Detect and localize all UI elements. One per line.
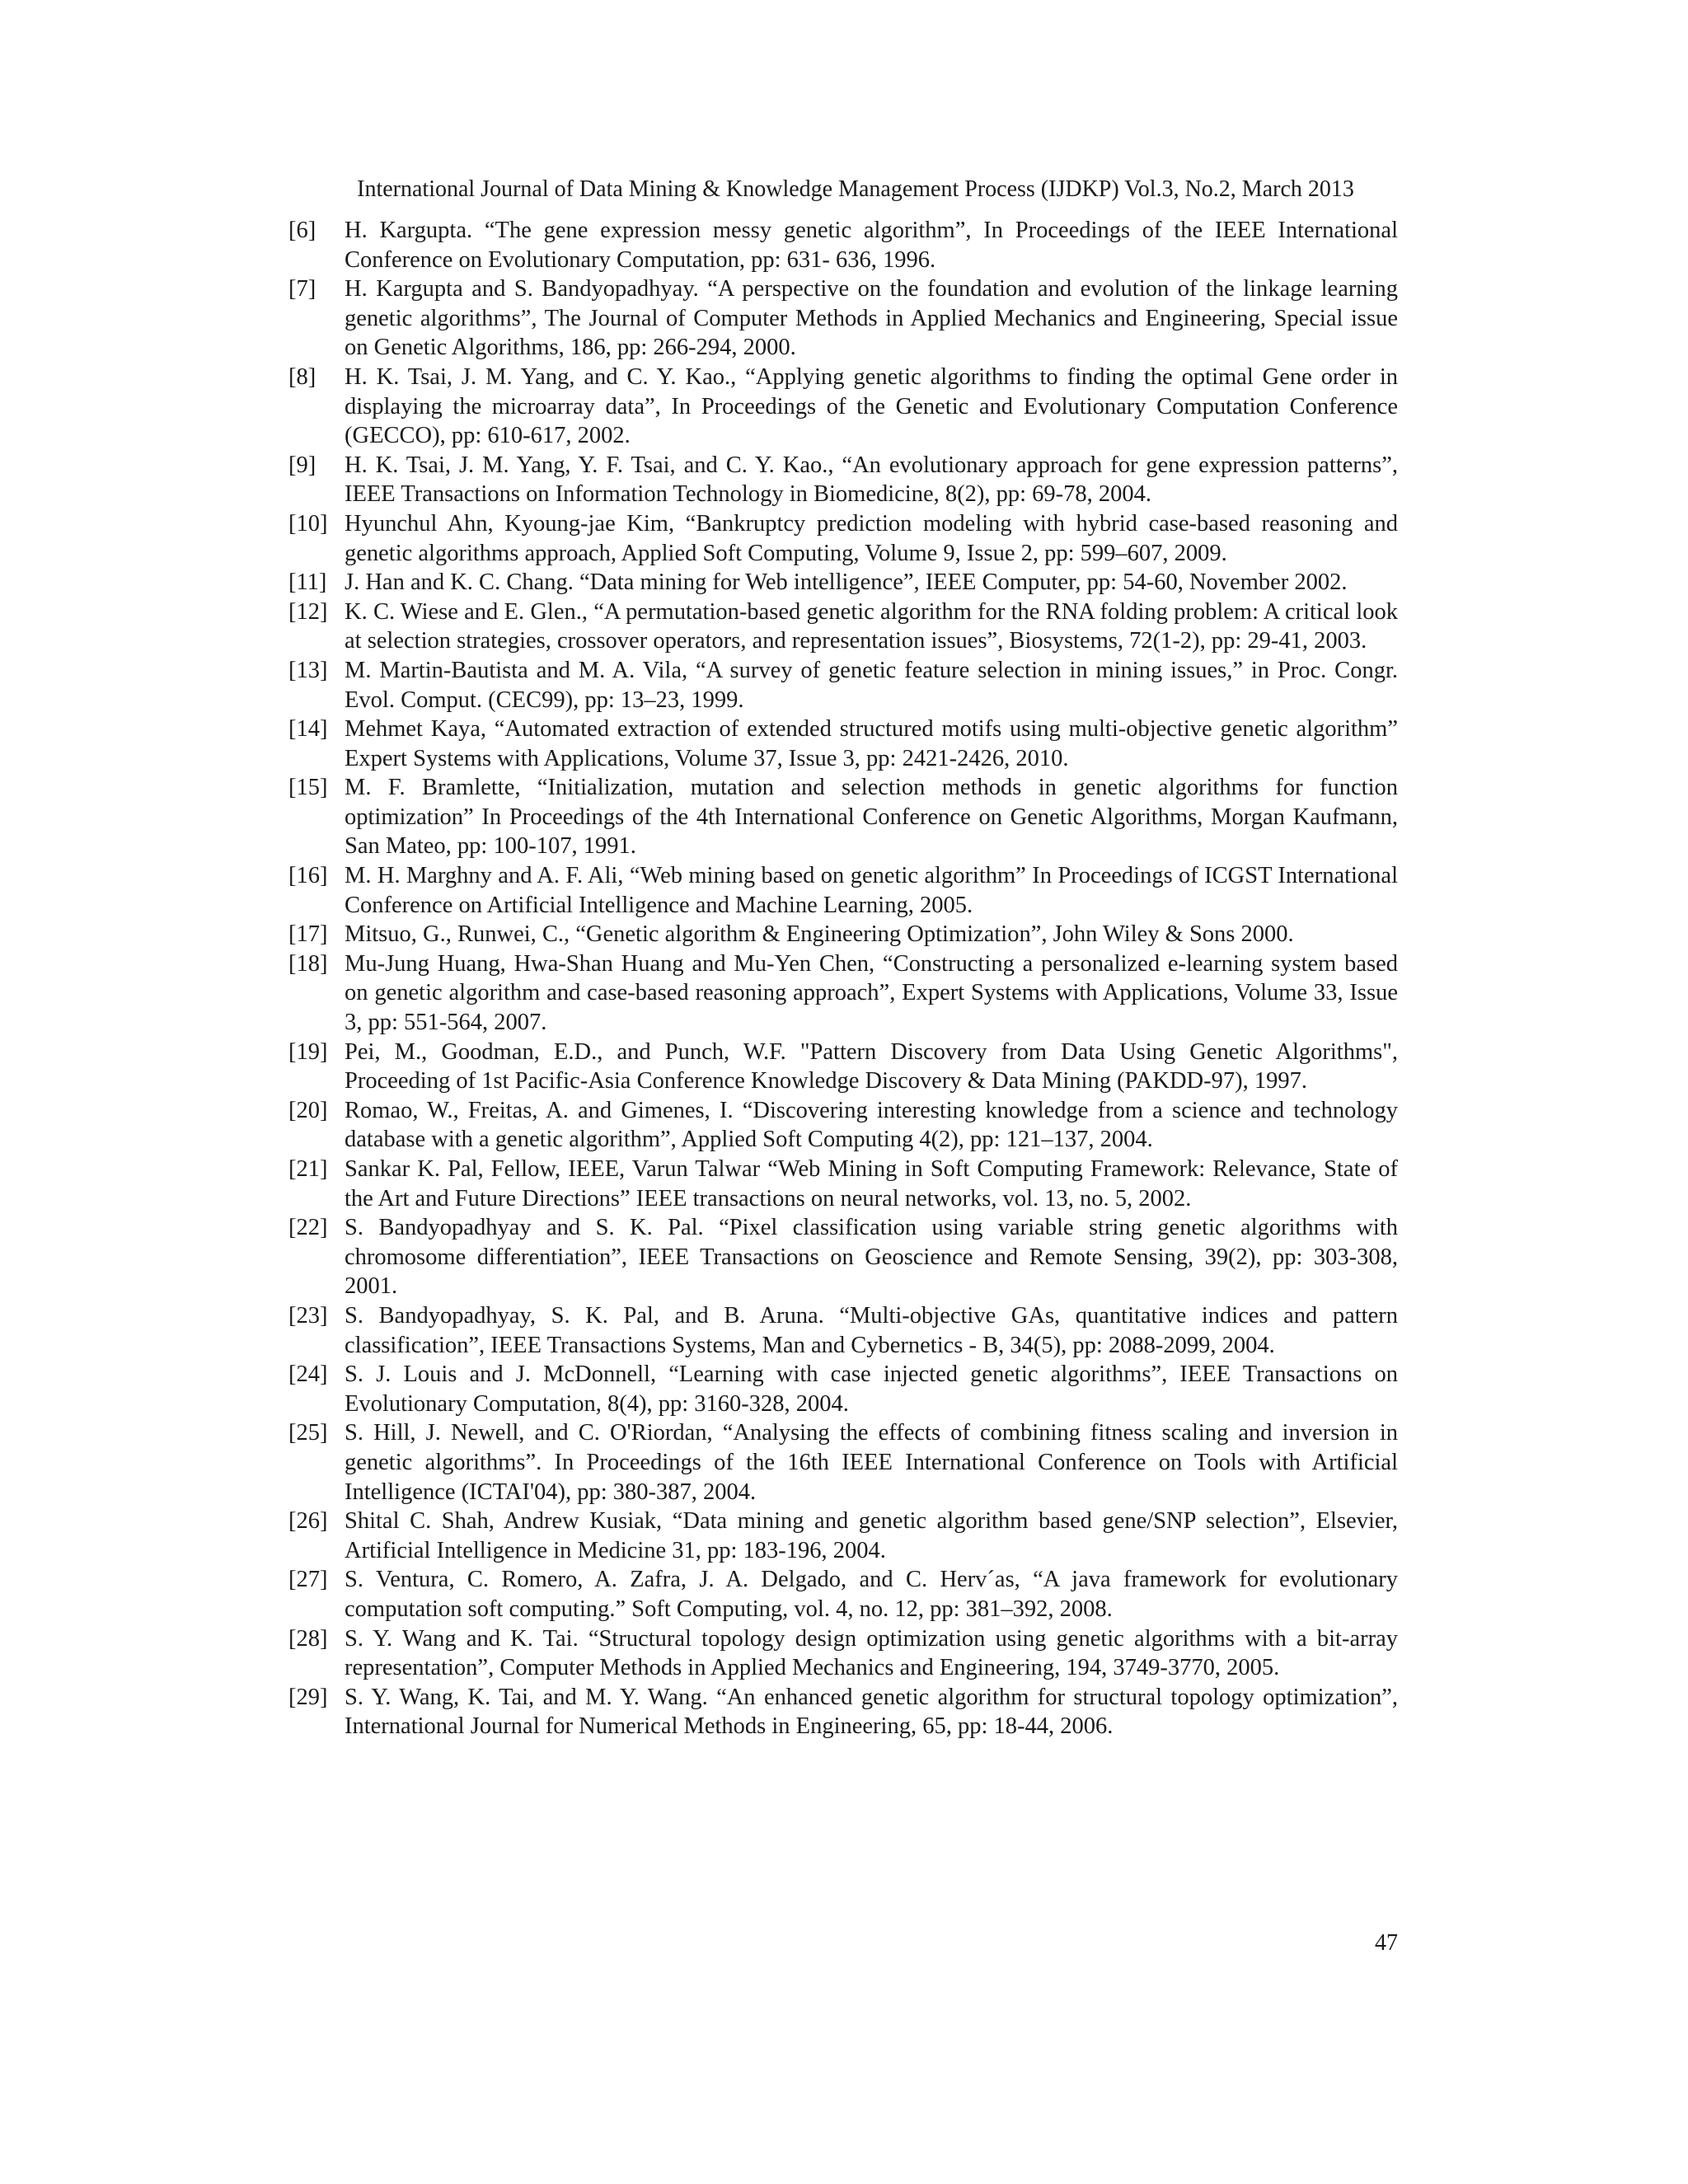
reference-number: [23] <box>288 1302 328 1329</box>
reference-item <box>288 715 1398 773</box>
reference-number: [20] <box>288 1097 328 1123</box>
reference-item <box>288 363 1398 451</box>
reference-number: [6] <box>288 218 316 243</box>
reference-text: Hyunchul Ahn, Kyoung-jae Kim, “Bankruptcy prediction modeling with hybrid case-based reasoning and genetic algorithms approach, Applied Soft Computing, Volume 9, Issue 2, pp: 599–607, 2009. <box>345 510 1398 566</box>
reference-item <box>288 274 1398 363</box>
reference-item <box>288 1624 1398 1683</box>
reference-text: Sankar K. Pal, Fellow, IEEE, Varun Talwar “Web Mining in Soft Computing Framework: Relevance, State of the Art and Future Directions” IEEE transactions on neural networks, vol. 13, no. 5, 2002. <box>345 1156 1398 1212</box>
reference-number: [14] <box>288 716 328 743</box>
reference-item <box>288 1301 1398 1360</box>
reference-text: K. C. Wiese and E. Glen., “A permutation-based genetic algorithm for the RNA folding problem: A critical look at selection strategies, crossover operators, and representation issues”, Biosystems, 72(1-2), pp: 29-41, 2003. <box>345 598 1398 654</box>
reference-text: S. J. Louis and J. McDonnell, “Learning with case injected genetic algorithms”, IEEE Transactions on Evolutionary Computation, 8(4), pp: 3160-328, 2004. <box>345 1361 1398 1417</box>
reference-list <box>288 216 1398 1741</box>
reference-number: [27] <box>288 1567 328 1593</box>
reference-item <box>288 861 1398 920</box>
reference-number: [8] <box>288 363 316 390</box>
reference-item <box>288 1418 1398 1507</box>
reference-text: S. Hill, J. Newell, and C. O'Riordan, “Analysing the effects of combining fitness scaling and inversion in genetic algorithms”. In Proceedings of the 16th IEEE International Conference on Tools with Artificial Intelligence (ICTAI'04), pp: 380-387, 2004. <box>345 1420 1398 1505</box>
reference-item <box>288 509 1398 568</box>
reference-item <box>288 949 1398 1038</box>
reference-item <box>288 216 1398 274</box>
reference-number: [25] <box>288 1420 328 1446</box>
reference-number: [17] <box>288 921 328 948</box>
reference-text: M. H. Marghny and A. F. Ali, “Web mining based on genetic algorithm” In Proceedings of ICGST International Conference on Artificial Intelligence and Machine Learning, 2005. <box>345 863 1398 918</box>
reference-text: M. F. Bramlette, “Initialization, mutation and selection methods in genetic algorithms for function optimization” In Proceedings of the 4th International Conference on Genetic Algorithms, Morgan Kaufmann, San Mateo, pp: 100-107, 1991. <box>345 775 1398 860</box>
reference-item <box>288 1683 1398 1741</box>
reference-text: H. Kargupta. “The gene expression messy genetic algorithm”, In Proceedings of the IEEE International Conference on Evolutionary Computation, pp: 631- 636, 1996. <box>345 218 1398 273</box>
reference-text: J. Han and K. C. Chang. “Data mining for Web intelligence”, IEEE Computer, pp: 54-60, November 2002. <box>345 569 1348 596</box>
reference-item <box>288 1155 1398 1213</box>
reference-text: S. Bandyopadhyay, S. K. Pal, and B. Aruna. “Multi-objective GAs, quantitative indices and pattern classification”, IEEE Transactions Systems, Man and Cybernetics - B, 34(5), pp: 2088-2099, 2004. <box>345 1302 1398 1358</box>
reference-number: [16] <box>288 863 328 889</box>
reference-text: H. K. Tsai, J. M. Yang, Y. F. Tsai, and C. Y. Kao., “An evolutionary approach for gene expression patterns”, IEEE Transactions on Information Technology in Biomedicine, 8(2), pp: 69-78, 2004. <box>345 452 1398 508</box>
reference-number: [19] <box>288 1038 328 1065</box>
reference-text: S. Y. Wang, K. Tai, and M. Y. Wang. “An enhanced genetic algorithm for structural topology optimization”, International Journal for Numerical Methods in Engineering, 65, pp: 18-44, 2006. <box>345 1684 1398 1740</box>
reference-number: [26] <box>288 1508 328 1535</box>
reference-number: [29] <box>288 1684 328 1710</box>
reference-number: [24] <box>288 1361 328 1388</box>
reference-text: Shital C. Shah, Andrew Kusiak, “Data mining and genetic algorithm based gene/SNP selection”, Elsevier, Artificial Intelligence in Medicine 31, pp: 183-196, 2004. <box>345 1508 1398 1563</box>
reference-text: Mehmet Kaya, “Automated extraction of extended structured motifs using multi-objective genetic algorithm” Expert Systems with Applications, Volume 37, Issue 3, pp: 2421-2426, 2010. <box>345 716 1398 771</box>
reference-number: [9] <box>288 452 316 478</box>
reference-text: Romao, W., Freitas, A. and Gimenes, I. “Discovering interesting knowledge from a science and technology database with a genetic algorithm”, Applied Soft Computing 4(2), pp: 121–137, 2004. <box>345 1097 1398 1153</box>
reference-text: S. Y. Wang and K. Tai. “Structural topology design optimization using genetic algorithms with a bit-array representation”, Computer Methods in Applied Mechanics and Engineering, 194, 3749-3770, 2005. <box>345 1625 1398 1681</box>
reference-item <box>288 656 1398 715</box>
reference-number: [12] <box>288 598 328 625</box>
reference-item <box>288 773 1398 861</box>
reference-item <box>288 1213 1398 1301</box>
reference-text: M. Martin-Bautista and M. A. Vila, “A survey of genetic feature selection in mining issues,” in Proc. Congr. Evol. Comput. (CEC99), pp: 13–23, 1999. <box>345 657 1398 713</box>
reference-number: [13] <box>288 657 328 683</box>
reference-number: [28] <box>288 1625 328 1652</box>
reference-text: Mitsuo, G., Runwei, C., “Genetic algorithm & Engineering Optimization”, John Wiley & Sons 2000. <box>345 921 1294 948</box>
page-number: 47 <box>1375 1930 1398 1956</box>
running-header: International Journal of Data Mining & Knowledge Management Process (IJDKP) Vol.3, No.2, March 2013 <box>357 176 1354 202</box>
reference-number: [7] <box>288 276 316 302</box>
reference-item <box>288 920 1398 949</box>
reference-item <box>288 598 1398 656</box>
reference-number: [10] <box>288 510 328 537</box>
reference-text: Pei, M., Goodman, E.D., and Punch, W.F. "Pattern Discovery from Data Using Genetic Algorithms", Proceeding of 1st Pacific-Asia Conference Knowledge Discovery & Data Mining (PAKDD-97), 1997. <box>345 1038 1398 1094</box>
reference-text: S. Ventura, C. Romero, A. Zafra, J. A. Delgado, and C. Herv´as, “A java framework for evolutionary computation soft computing.” Soft Computing, vol. 4, no. 12, pp: 381–392, 2008. <box>345 1567 1398 1622</box>
reference-item <box>288 1507 1398 1565</box>
reference-item <box>288 568 1398 598</box>
reference-text: Mu-Jung Huang, Hwa-Shan Huang and Mu-Yen Chen, “Constructing a personalized e-learning system based on genetic algorithm and case-based reasoning approach”, Expert Systems with Applications, Volume 33, Issue 3, pp: 551-564, 2007. <box>345 950 1398 1036</box>
reference-number: [18] <box>288 950 328 977</box>
reference-item <box>288 451 1398 509</box>
reference-number: [22] <box>288 1215 328 1241</box>
reference-text: S. Bandyopadhyay and S. K. Pal. “Pixel classification using variable string genetic algorithms with chromosome differentiation”, IEEE Transactions on Geoscience and Remote Sensing, 39(2), pp: 303-308, 2001. <box>345 1215 1398 1300</box>
reference-text: H. Kargupta and S. Bandyopadhyay. “A perspective on the foundation and evolution of the linkage learning genetic algorithms”, The Journal of Computer Methods in Applied Mechanics and Engineering, Special issue on Genetic Algorithms, 186, pp: 266-294, 2000. <box>345 276 1398 361</box>
reference-number: [15] <box>288 775 328 801</box>
reference-text: H. K. Tsai, J. M. Yang, and C. Y. Kao., “Applying genetic algorithms to finding the optimal Gene order in displaying the microarray data”, In Proceedings of the Genetic and Evolutionary Computation Conference (GECCO), pp: 610-617, 2002. <box>345 363 1398 449</box>
reference-number: [11] <box>288 569 327 596</box>
reference-item <box>288 1038 1398 1096</box>
reference-number: [21] <box>288 1156 328 1182</box>
reference-item <box>288 1096 1398 1155</box>
reference-item <box>288 1360 1398 1418</box>
reference-item <box>288 1565 1398 1624</box>
